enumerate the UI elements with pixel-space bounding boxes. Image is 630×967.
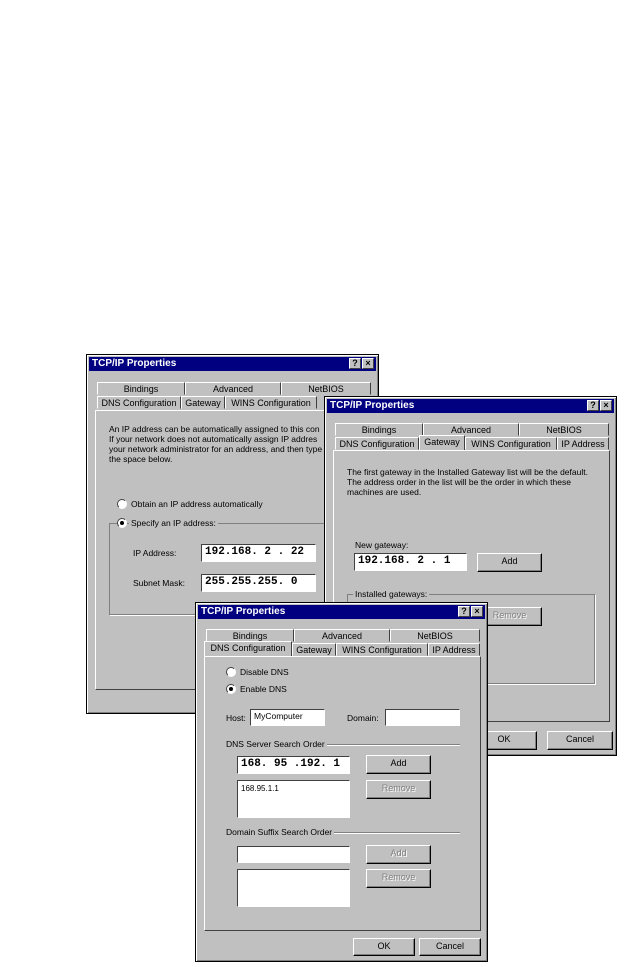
- tab-dns-configuration[interactable]: DNS Configuration: [335, 437, 419, 450]
- tab-advanced[interactable]: Advanced: [185, 382, 281, 395]
- remove-suffix-button[interactable]: Remove: [366, 869, 431, 888]
- radio-disable-dns[interactable]: [226, 667, 236, 677]
- radio-specify-ip[interactable]: [117, 518, 127, 528]
- tab-wins-configuration[interactable]: WINS Configuration: [336, 643, 428, 656]
- tab-ip-address[interactable]: IP Address: [557, 437, 609, 450]
- domain-field[interactable]: [385, 709, 460, 726]
- ip-address-label: IP Address:: [133, 548, 177, 558]
- close-button[interactable]: ×: [471, 606, 483, 617]
- ip-address-field[interactable]: 192.168. 2 . 22: [201, 544, 316, 562]
- tab-bindings[interactable]: Bindings: [206, 629, 294, 642]
- tab-netbios[interactable]: NetBIOS: [519, 423, 609, 436]
- window-title: TCP/IP Properties: [92, 358, 177, 369]
- tab-wins-configuration[interactable]: WINS Configuration: [465, 437, 557, 450]
- close-button[interactable]: ×: [600, 400, 612, 411]
- help-button[interactable]: ?: [349, 358, 361, 369]
- add-gateway-button[interactable]: Add: [477, 553, 542, 572]
- radio-enable-dns[interactable]: [226, 684, 236, 694]
- help-button[interactable]: ?: [458, 606, 470, 617]
- remove-gateway-button[interactable]: Remove: [477, 607, 542, 626]
- new-gateway-field[interactable]: 192.168. 2 . 1: [354, 553, 467, 571]
- tab-dns-configuration[interactable]: DNS Configuration: [97, 396, 181, 409]
- dns-server-field[interactable]: 168. 95 .192. 1: [237, 756, 350, 774]
- radio-obtain-ip-label[interactable]: Obtain an IP address automatically: [131, 499, 263, 509]
- radio-obtain-ip[interactable]: [117, 499, 127, 509]
- ok-button[interactable]: OK: [471, 731, 537, 750]
- tab-advanced[interactable]: Advanced: [423, 423, 519, 436]
- add-dns-button[interactable]: Add: [366, 755, 431, 774]
- subnet-mask-label: Subnet Mask:: [133, 578, 185, 588]
- tab-gateway[interactable]: Gateway: [292, 643, 336, 656]
- close-button[interactable]: ×: [362, 358, 374, 369]
- host-field[interactable]: MyComputer: [250, 709, 325, 726]
- dns-server-list[interactable]: [237, 780, 350, 818]
- radio-specify-ip-label[interactable]: Specify an IP address:: [131, 518, 216, 528]
- host-label: Host:: [226, 713, 246, 723]
- tab-advanced[interactable]: Advanced: [294, 629, 390, 642]
- installed-gateways-label: Installed gateways:: [355, 589, 428, 599]
- dns-order-label: DNS Server Search Order: [226, 739, 325, 749]
- new-gateway-label: New gateway:: [355, 540, 409, 550]
- add-suffix-button[interactable]: Add: [366, 845, 431, 864]
- intro-text: The first gateway in the Installed Gateway list will be the default. The address order in the list will be the order in which these machines are used.: [347, 467, 588, 497]
- title-bar[interactable]: [198, 605, 485, 619]
- title-bar[interactable]: [327, 399, 614, 413]
- radio-enable-dns-label[interactable]: Enable DNS: [240, 684, 287, 694]
- tab-bindings[interactable]: Bindings: [335, 423, 423, 436]
- tab-gateway[interactable]: Gateway: [181, 396, 225, 409]
- tab-gateway[interactable]: Gateway: [419, 435, 465, 450]
- tab-ip-address[interactable]: IP Address: [428, 643, 480, 656]
- help-button[interactable]: ?: [587, 400, 599, 411]
- suffix-field[interactable]: [237, 846, 350, 863]
- dialog-dns-configuration: [195, 602, 488, 962]
- subnet-mask-field[interactable]: 255.255.255. 0: [201, 574, 316, 592]
- tab-dns-configuration[interactable]: DNS Configuration: [204, 641, 292, 656]
- tab-netbios[interactable]: NetBIOS: [390, 629, 480, 642]
- intro-text: An IP address can be automatically assigned to this con If your network does not automatically assign IP addres your network administrator for an address, and then type the space below.: [109, 424, 323, 464]
- radio-disable-dns-label[interactable]: Disable DNS: [240, 667, 289, 677]
- remove-dns-button[interactable]: Remove: [366, 780, 431, 799]
- window-title: TCP/IP Properties: [330, 400, 415, 411]
- tab-wins-configuration[interactable]: WINS Configuration: [225, 396, 317, 409]
- window-title: TCP/IP Properties: [201, 606, 286, 617]
- suffix-list[interactable]: [237, 869, 350, 907]
- tab-bindings[interactable]: Bindings: [97, 382, 185, 395]
- list-item[interactable]: 168.95.1.1: [241, 784, 279, 793]
- suffix-order-label: Domain Suffix Search Order: [226, 827, 333, 837]
- cancel-button[interactable]: Cancel: [547, 731, 613, 750]
- title-bar[interactable]: [89, 357, 376, 371]
- tab-netbios[interactable]: NetBIOS: [281, 382, 371, 395]
- ok-button[interactable]: OK: [353, 938, 415, 956]
- domain-label: Domain:: [347, 713, 379, 723]
- cancel-button[interactable]: Cancel: [419, 938, 481, 956]
